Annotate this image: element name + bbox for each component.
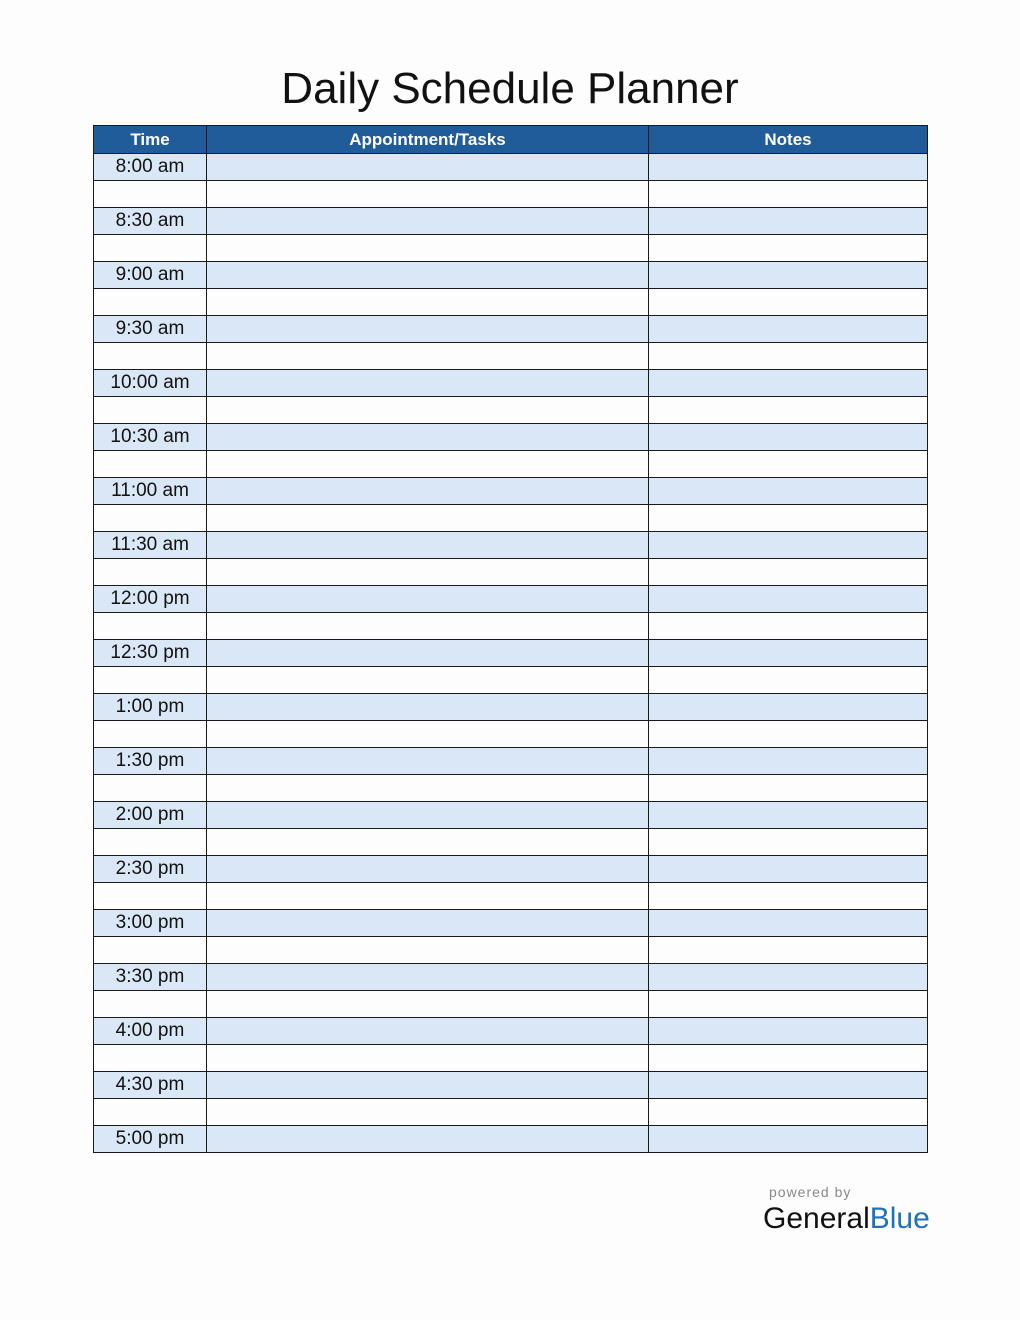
task-cell[interactable] xyxy=(207,1045,649,1072)
column-header-notes: Notes xyxy=(649,126,928,154)
time-cell xyxy=(94,559,207,586)
time-cell xyxy=(94,289,207,316)
notes-cell[interactable] xyxy=(649,370,928,397)
table-row xyxy=(94,1126,928,1153)
column-header-time: Time xyxy=(94,126,207,154)
notes-cell[interactable] xyxy=(649,910,928,937)
notes-cell[interactable] xyxy=(649,505,928,532)
task-cell[interactable] xyxy=(207,559,649,586)
notes-cell[interactable] xyxy=(649,1099,928,1126)
notes-cell[interactable] xyxy=(649,1018,928,1045)
table-row xyxy=(94,640,928,667)
table-row xyxy=(94,478,928,505)
table-row xyxy=(94,316,928,343)
table-row xyxy=(94,964,928,991)
task-cell[interactable] xyxy=(207,613,649,640)
table-row xyxy=(94,910,928,937)
time-cell: 11:30 am xyxy=(94,532,207,559)
table-row xyxy=(94,424,928,451)
table-row xyxy=(94,829,928,856)
task-cell[interactable] xyxy=(207,316,649,343)
table-row xyxy=(94,802,928,829)
table-row xyxy=(94,235,928,262)
time-cell xyxy=(94,613,207,640)
time-cell: 9:30 am xyxy=(94,316,207,343)
notes-cell[interactable] xyxy=(649,748,928,775)
table-row xyxy=(94,397,928,424)
notes-cell[interactable] xyxy=(649,451,928,478)
time-cell: 10:00 am xyxy=(94,370,207,397)
notes-cell[interactable] xyxy=(649,694,928,721)
task-cell[interactable] xyxy=(207,1126,649,1153)
column-header-tasks: Appointment/Tasks xyxy=(207,126,649,154)
table-row xyxy=(94,856,928,883)
time-cell: 10:30 am xyxy=(94,424,207,451)
time-cell xyxy=(94,181,207,208)
task-cell[interactable] xyxy=(207,694,649,721)
task-cell[interactable] xyxy=(207,424,649,451)
time-cell xyxy=(94,721,207,748)
task-cell[interactable] xyxy=(207,721,649,748)
notes-cell[interactable] xyxy=(649,802,928,829)
page-title: Daily Schedule Planner xyxy=(281,64,739,113)
notes-cell[interactable] xyxy=(649,532,928,559)
time-cell: 3:30 pm xyxy=(94,964,207,991)
notes-cell[interactable] xyxy=(649,856,928,883)
table-row xyxy=(94,343,928,370)
time-cell xyxy=(94,451,207,478)
notes-cell[interactable] xyxy=(649,586,928,613)
time-cell: 4:30 pm xyxy=(94,1072,207,1099)
task-cell[interactable] xyxy=(207,1099,649,1126)
task-cell[interactable] xyxy=(207,451,649,478)
time-cell: 2:00 pm xyxy=(94,802,207,829)
task-cell[interactable] xyxy=(207,802,649,829)
task-cell[interactable] xyxy=(207,829,649,856)
task-cell[interactable] xyxy=(207,505,649,532)
table-row xyxy=(94,262,928,289)
notes-cell[interactable] xyxy=(649,829,928,856)
task-cell[interactable] xyxy=(207,937,649,964)
notes-cell[interactable] xyxy=(649,1045,928,1072)
task-cell[interactable] xyxy=(207,964,649,991)
time-cell xyxy=(94,1099,207,1126)
notes-cell[interactable] xyxy=(649,1126,928,1153)
table-row xyxy=(94,937,928,964)
time-cell xyxy=(94,1045,207,1072)
table-row xyxy=(94,1099,928,1126)
time-cell: 4:00 pm xyxy=(94,1018,207,1045)
time-cell: 5:00 pm xyxy=(94,1126,207,1153)
notes-cell[interactable] xyxy=(649,964,928,991)
notes-cell[interactable] xyxy=(649,1072,928,1099)
notes-cell[interactable] xyxy=(649,883,928,910)
table-row xyxy=(94,748,928,775)
notes-cell[interactable] xyxy=(649,154,928,181)
time-cell: 2:30 pm xyxy=(94,856,207,883)
table-row xyxy=(94,1072,928,1099)
notes-cell[interactable] xyxy=(649,991,928,1018)
notes-cell[interactable] xyxy=(649,181,928,208)
task-cell[interactable] xyxy=(207,883,649,910)
task-cell[interactable] xyxy=(207,478,649,505)
time-cell: 12:30 pm xyxy=(94,640,207,667)
table-row xyxy=(94,694,928,721)
time-cell xyxy=(94,991,207,1018)
time-cell: 11:00 am xyxy=(94,478,207,505)
time-cell: 1:30 pm xyxy=(94,748,207,775)
task-cell[interactable] xyxy=(207,181,649,208)
table-row xyxy=(94,1018,928,1045)
task-cell[interactable] xyxy=(207,532,649,559)
brand-name: GeneralBlue xyxy=(763,1202,930,1235)
table-row xyxy=(94,208,928,235)
time-cell: 1:00 pm xyxy=(94,694,207,721)
table-row xyxy=(94,991,928,1018)
task-cell[interactable] xyxy=(207,910,649,937)
task-cell[interactable] xyxy=(207,667,649,694)
table-row xyxy=(94,532,928,559)
time-cell: 8:30 am xyxy=(94,208,207,235)
notes-cell[interactable] xyxy=(649,424,928,451)
time-cell xyxy=(94,775,207,802)
table-row xyxy=(94,451,928,478)
table-row xyxy=(94,775,928,802)
task-cell[interactable] xyxy=(207,991,649,1018)
notes-cell[interactable] xyxy=(649,343,928,370)
time-cell xyxy=(94,397,207,424)
table-row xyxy=(94,154,928,181)
notes-cell[interactable] xyxy=(649,235,928,262)
task-cell[interactable] xyxy=(207,586,649,613)
task-cell[interactable] xyxy=(207,154,649,181)
table-row xyxy=(94,721,928,748)
notes-cell[interactable] xyxy=(649,937,928,964)
time-cell xyxy=(94,667,207,694)
notes-cell[interactable] xyxy=(649,721,928,748)
notes-cell[interactable] xyxy=(649,316,928,343)
table-row xyxy=(94,1045,928,1072)
notes-cell[interactable] xyxy=(649,559,928,586)
notes-cell[interactable] xyxy=(649,397,928,424)
time-cell xyxy=(94,883,207,910)
task-cell[interactable] xyxy=(207,370,649,397)
task-cell[interactable] xyxy=(207,775,649,802)
time-cell xyxy=(94,343,207,370)
task-cell[interactable] xyxy=(207,343,649,370)
notes-cell[interactable] xyxy=(649,640,928,667)
task-cell[interactable] xyxy=(207,856,649,883)
notes-cell[interactable] xyxy=(649,667,928,694)
table-row xyxy=(94,505,928,532)
time-cell xyxy=(94,829,207,856)
notes-cell[interactable] xyxy=(649,289,928,316)
task-cell[interactable] xyxy=(207,1018,649,1045)
table-row xyxy=(94,289,928,316)
notes-cell[interactable] xyxy=(649,478,928,505)
task-cell[interactable] xyxy=(207,262,649,289)
notes-cell[interactable] xyxy=(649,775,928,802)
table-row xyxy=(94,613,928,640)
task-cell[interactable] xyxy=(207,640,649,667)
task-cell[interactable] xyxy=(207,289,649,316)
task-cell[interactable] xyxy=(207,748,649,775)
notes-cell[interactable] xyxy=(649,208,928,235)
table-row xyxy=(94,370,928,397)
time-cell xyxy=(94,235,207,262)
table-row xyxy=(94,559,928,586)
task-cell[interactable] xyxy=(207,208,649,235)
schedule-table xyxy=(93,125,928,1153)
task-cell[interactable] xyxy=(207,1072,649,1099)
table-row xyxy=(94,667,928,694)
table-row xyxy=(94,181,928,208)
notes-cell[interactable] xyxy=(649,262,928,289)
time-cell: 9:00 am xyxy=(94,262,207,289)
time-cell: 8:00 am xyxy=(94,154,207,181)
powered-by-text: powered by xyxy=(769,1184,852,1200)
powered-by-logo xyxy=(763,1184,930,1236)
task-cell[interactable] xyxy=(207,397,649,424)
time-cell xyxy=(94,937,207,964)
time-cell: 3:00 pm xyxy=(94,910,207,937)
notes-cell[interactable] xyxy=(649,613,928,640)
brand-blue: Blue xyxy=(869,1202,930,1235)
table-row xyxy=(94,883,928,910)
table-row xyxy=(94,586,928,613)
time-cell xyxy=(94,505,207,532)
table-header xyxy=(94,126,928,154)
task-cell[interactable] xyxy=(207,235,649,262)
time-cell: 12:00 pm xyxy=(94,586,207,613)
